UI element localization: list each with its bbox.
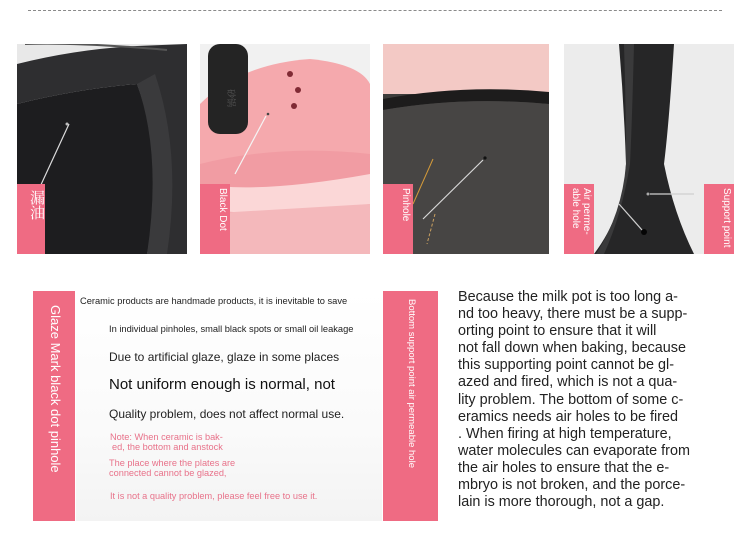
description-line: this supporting point cannot be gl- [458,357,675,374]
photo-tag-black-dot: Black Dot [200,184,230,254]
note-line-2: In individual pinholes, small black spots or small oil leakage [109,324,354,334]
pink-note-3-line-1: It is not a quality problem, please feel free to use it. [110,491,318,501]
note-line-5: Quality problem, does not affect normal use. [109,407,345,421]
note-line-4: Not uniform enough is normal, not [109,376,335,393]
description-line: eramics needs air holes to be fired [458,408,678,425]
photo-black-dot [200,44,370,254]
note-line-1: Ceramic products are handmade products, it is inevitable to save [80,296,348,306]
description-line: orting point to ensure that it will [458,323,657,340]
photo-support-point [564,44,734,254]
photo-tag-oil-leak: 漏油 [17,184,45,254]
description-line: the air holes to ensure that the e- [458,459,670,476]
photo-tag-pinhole: Pinhole [383,184,413,254]
banner-glaze-mark: Glaze Mark black dot pinhole [33,291,75,521]
photo-oil-leak [17,44,187,254]
description-text [458,289,720,511]
pink-note-1 [110,432,223,452]
description-line: not fall down when baking, because [458,340,687,357]
svg-text:砂锅: 砂锅 [225,89,235,108]
description-line: Because the milk pot is too long a- [458,289,678,305]
description-line: lity problem. The bottom of some c- [458,391,684,408]
photo-pinhole [383,44,549,254]
description-line: azed and fired, which is not a qua- [458,374,678,391]
description-line: mbryo is not broken, and the porce- [458,477,686,494]
photo-tag-air-hole: Air perme- able hole [564,184,594,254]
notes-panel [76,291,382,521]
banner-support-point: Bottom support point air permeable hole [383,291,438,521]
description-line: water molecules can evaporate from [458,442,690,459]
description-line: nd too heavy, there must be a supp- [458,306,688,323]
pink-note-2-line-2: connected cannot be glazed, [109,468,227,478]
pink-note-1-line-1: Note: When ceramic is bak- [110,432,223,442]
pink-note-2-line-1: The place where the plates are [109,458,236,468]
top-dashed-divider [28,10,722,11]
photo-tag-support-point: Support point [704,184,734,254]
description-line: lain is more thorough, not a gap. [458,494,665,511]
pink-note-2 [109,458,235,478]
pink-note-3 [110,491,317,501]
note-line-3: Due to artificial glaze, glaze in some places [109,350,340,364]
description-line: . When firing at high temperature, [458,425,672,442]
pink-note-1-line-2: ed, the bottom and anstock [112,442,223,452]
